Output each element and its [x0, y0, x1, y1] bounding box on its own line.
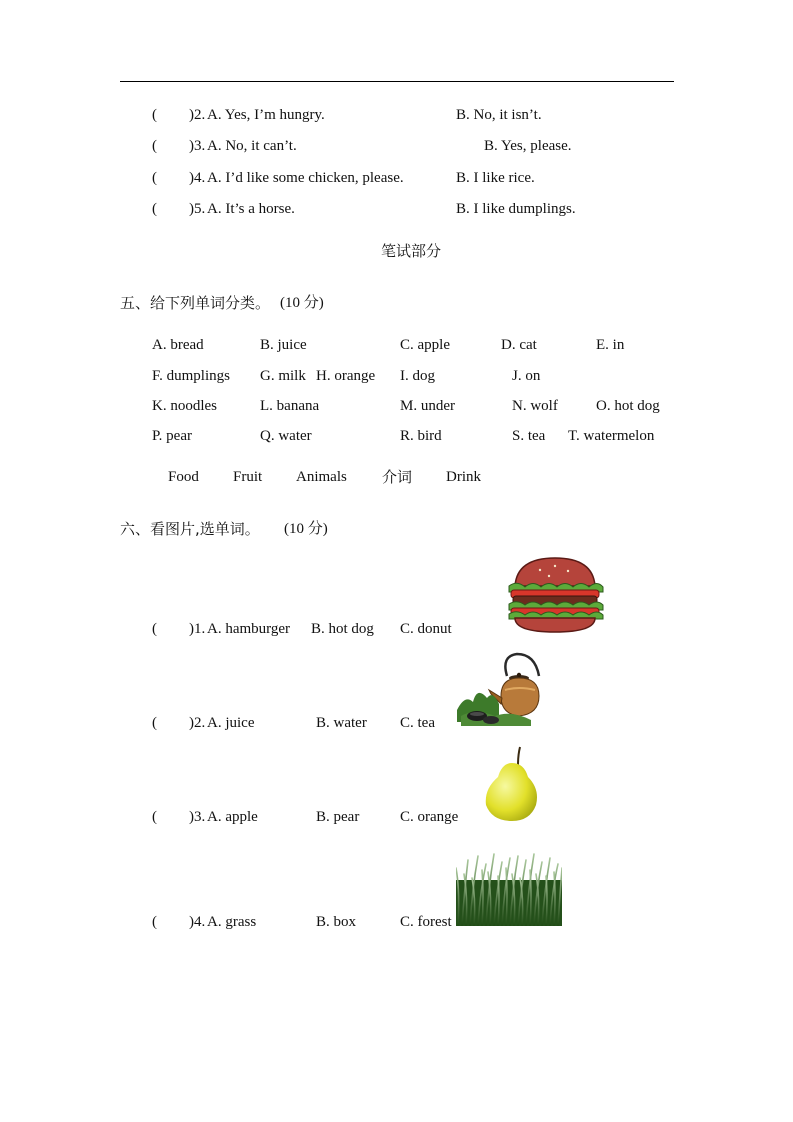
- word-item: J. on: [512, 368, 541, 384]
- option-c: C. orange: [400, 809, 459, 825]
- word-item: O. hot dog: [596, 398, 660, 414]
- category-label: Drink: [446, 469, 481, 485]
- answer-paren: (: [152, 201, 157, 217]
- item-number: )4.: [189, 170, 206, 186]
- word-item: H. orange: [316, 368, 376, 384]
- option-a: A. apple: [207, 809, 258, 825]
- option-b: B. hot dog: [311, 621, 374, 637]
- word-item: K. noodles: [152, 398, 217, 414]
- header-rule: [120, 81, 674, 82]
- word-item: A. bread: [152, 337, 204, 353]
- answer-paren: (: [152, 809, 157, 825]
- category-label: Animals: [296, 469, 347, 485]
- option-b: B. box: [316, 914, 357, 930]
- word-item: I. dog: [400, 368, 435, 384]
- option-b: B. I like dumplings.: [456, 201, 576, 217]
- category-label: 介词: [382, 468, 413, 486]
- option-a: A. hamburger: [207, 621, 291, 637]
- option-a: A. juice: [207, 715, 255, 731]
- section-5-score: (10 分): [280, 295, 324, 311]
- option-b: B. No, it isn’t.: [456, 107, 542, 123]
- section-6-title: 六、看图片,选单词。: [120, 520, 260, 538]
- word-item: Q. water: [260, 428, 312, 444]
- item-number: )5.: [189, 201, 206, 217]
- word-item: B. juice: [260, 337, 307, 353]
- item-number: )3.: [189, 138, 206, 154]
- word-item: C. apple: [400, 337, 450, 353]
- word-item: P. pear: [152, 428, 192, 444]
- item-number: )2.: [189, 715, 206, 731]
- option-a: A. No, it can’t.: [207, 138, 297, 154]
- written-part-title: 笔试部分: [381, 242, 442, 260]
- word-item: E. in: [596, 337, 625, 353]
- word-item: N. wolf: [512, 398, 558, 414]
- answer-paren: (: [152, 170, 157, 186]
- answer-paren: (: [152, 914, 157, 930]
- option-a: A. grass: [207, 914, 257, 930]
- option-a: A. Yes, I’m hungry.: [207, 107, 325, 123]
- word-item: D. cat: [501, 337, 537, 353]
- option-c: C. donut: [400, 621, 452, 637]
- section-6-score: (10 分): [284, 521, 328, 537]
- answer-paren: (: [152, 138, 157, 154]
- item-number: )2.: [189, 107, 206, 123]
- category-label: Food: [168, 469, 199, 485]
- answer-paren: (: [152, 621, 157, 637]
- pear-image: [482, 745, 542, 823]
- hamburger-image: [505, 556, 605, 636]
- section-5-title: 五、给下列单词分类。: [120, 294, 271, 312]
- word-item: R. bird: [400, 428, 442, 444]
- word-item: T. watermelon: [568, 428, 655, 444]
- answer-paren: (: [152, 715, 157, 731]
- option-b: B. pear: [316, 809, 360, 825]
- teapot-image: [455, 650, 545, 728]
- word-item: L. banana: [260, 398, 320, 414]
- word-item: S. tea: [512, 428, 546, 444]
- option-a: A. It’s a horse.: [207, 201, 295, 217]
- option-b: B. Yes, please.: [484, 138, 572, 154]
- word-item: G. milk: [260, 368, 306, 384]
- option-b: B. I like rice.: [456, 170, 535, 186]
- item-number: )4.: [189, 914, 206, 930]
- answer-paren: (: [152, 107, 157, 123]
- option-c: C. tea: [400, 715, 435, 731]
- option-c: C. forest: [400, 914, 452, 930]
- item-number: )1.: [189, 621, 206, 637]
- word-item: F. dumplings: [152, 368, 230, 384]
- option-a: A. I’d like some chicken, please.: [207, 170, 404, 186]
- category-label: Fruit: [233, 469, 263, 485]
- grass-image: [456, 850, 562, 926]
- option-b: B. water: [316, 715, 367, 731]
- word-item: M. under: [400, 398, 455, 414]
- item-number: )3.: [189, 809, 206, 825]
